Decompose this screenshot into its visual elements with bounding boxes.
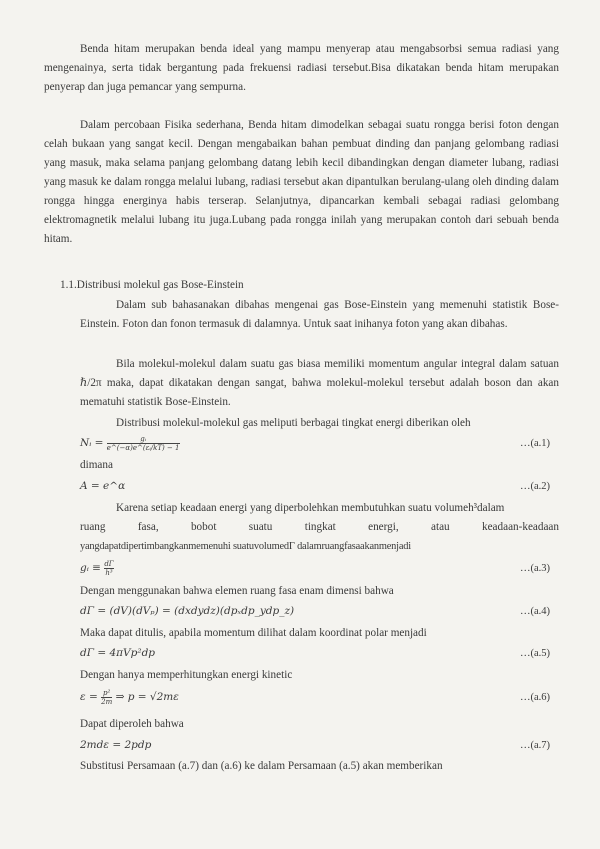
equation-a7 — [80, 736, 551, 755]
paragraph-volume-line3: yangdapatdipertimbangkanmemenuhi suatuvolumedΓ dalamruangfasaakanmenjadi — [80, 541, 411, 552]
equation-a1 — [80, 434, 551, 453]
paragraph-distribution: Distribusi molekul-molekul gas meliputi berbagai tingkat energi diberikan oleh — [116, 417, 471, 429]
equation-a3-expression: gᵢ ≡ $\frac{d\Gamma}{\text{h³}}$ — [80, 559, 114, 577]
equation-a3-label: …(a.3) — [520, 563, 551, 574]
equation-a2-expression: A = e^α — [80, 480, 126, 492]
text-substitution: Substitusi Persamaan (a.7) dan (a.6) ke dalam Persamaan (a.5) akan memberikan — [80, 760, 443, 772]
paragraph-volume-line1: Karena setiap keadaan energi yang diperbolehkan membutuhkan suatu volumeh³dalam — [116, 502, 505, 514]
text-obtained: Dapat diperoleh bahwa — [80, 718, 184, 730]
equation-a1-expression: Nᵢ = $\frac{\text{gᵢ}}{\text{e\textasciicircum{}(−α)e\textasciicircum{}(εᵢ/kT) − 1}}$ — [80, 434, 180, 452]
equation-a7-label: …(a.7) — [520, 740, 551, 751]
equation-a6-expression: ε = $\frac{\text{p²}}{2m}$ ⇒ p = √2mε — [80, 688, 179, 706]
paragraph-bose-einstein-intro: Dalam sub bahasanakan dibahas mengenai gas Bose-Einstein yang memenuhi statistik Bose-Einstein. Foton dan fonon termasuk di dalamnya. Untuk saat inihanya foton yang akan dibahas. — [80, 299, 559, 330]
equation-a6 — [80, 688, 551, 707]
equation-a4 — [80, 602, 551, 621]
equation-a7-expression: 2mdε = 2pdp — [80, 739, 152, 751]
text-phase-space-element: Dengan menggunakan bahwa elemen ruang fasa enam dimensi bahwa — [80, 585, 394, 597]
equation-a1-label: …(a.1) — [520, 438, 551, 449]
text-kinetic-energy: Dengan hanya memperhitungkan energi kinetic — [80, 669, 293, 681]
equation-a2 — [80, 477, 551, 496]
paragraph-blackbody-model: Dalam percobaan Fisika sederhana, Benda hitam dimodelkan sebagai suatu rongga berisi foton dengan celah bukaan yang sangat kecil. Dengan mengabaikan bahan pembuat dinding dan panjang gelombang radiasi yang masuk, maka selama panjang gelombang datang lebih kecil dibandingkan dengan diameter lubang, radiasi yang masuk ke dalam rongga melalui lubang, radiasi tersebut akan dipantulkan berulang-ulang oleh dinding dalam rongga hingga energinya habis terserap. Selanjutnya, dipancarkan kembali sebagai radiasi gelombang elektromagnetik melalui lubang itu juga.Lubang pada rongga inilah yang merupakan contoh dari sebuah benda hitam. — [44, 119, 559, 245]
equation-a4-expression: dΓ = (dV)(dVₚ) = (dxdydz)(dpₓdp_ydp_z) — [80, 605, 295, 617]
paragraph-volume-line2: ruang fasa, bobot suatu tingkat energi, atau keadaan-keadaan — [80, 521, 559, 533]
equation-a6-label: …(a.6) — [520, 692, 551, 703]
equation-a2-label: …(a.2) — [520, 481, 551, 492]
equation-a5 — [80, 644, 551, 663]
equation-a5-expression: dΓ = 4πVp²dp — [80, 647, 156, 659]
equation-a4-label: …(a.4) — [520, 606, 551, 617]
text-polar-coordinates: Maka dapat ditulis, apabila momentum dilihat dalam koordinat polar menjadi — [80, 627, 427, 639]
paragraph-blackbody-intro: Benda hitam merupakan benda ideal yang mampu menyerap atau mengabsorbsi semua radiasi yang mengenainya, serta tidak bergantung pada frekuensi radiasi tersebut.Bisa dikatakan benda hitam merupakan penyerap dan juga pemancar yang sempurna. — [44, 43, 559, 93]
text-dimana: dimana — [80, 459, 113, 471]
equation-a5-label: …(a.5) — [520, 648, 551, 659]
equation-a3 — [80, 559, 551, 578]
paragraph-boson-momentum: Bila molekul-molekul dalam suatu gas biasa memiliki momentum angular integral dalam satuan ℏ/2π maka, dapat dikatakan dengan sangat, bahwa molekul-molekul tersebut adalah boson dan akan mematuhi statistik Bose-Einstein. — [80, 358, 559, 408]
section-heading: 1.1.Distribusi molekul gas Bose-Einstein — [60, 279, 244, 291]
